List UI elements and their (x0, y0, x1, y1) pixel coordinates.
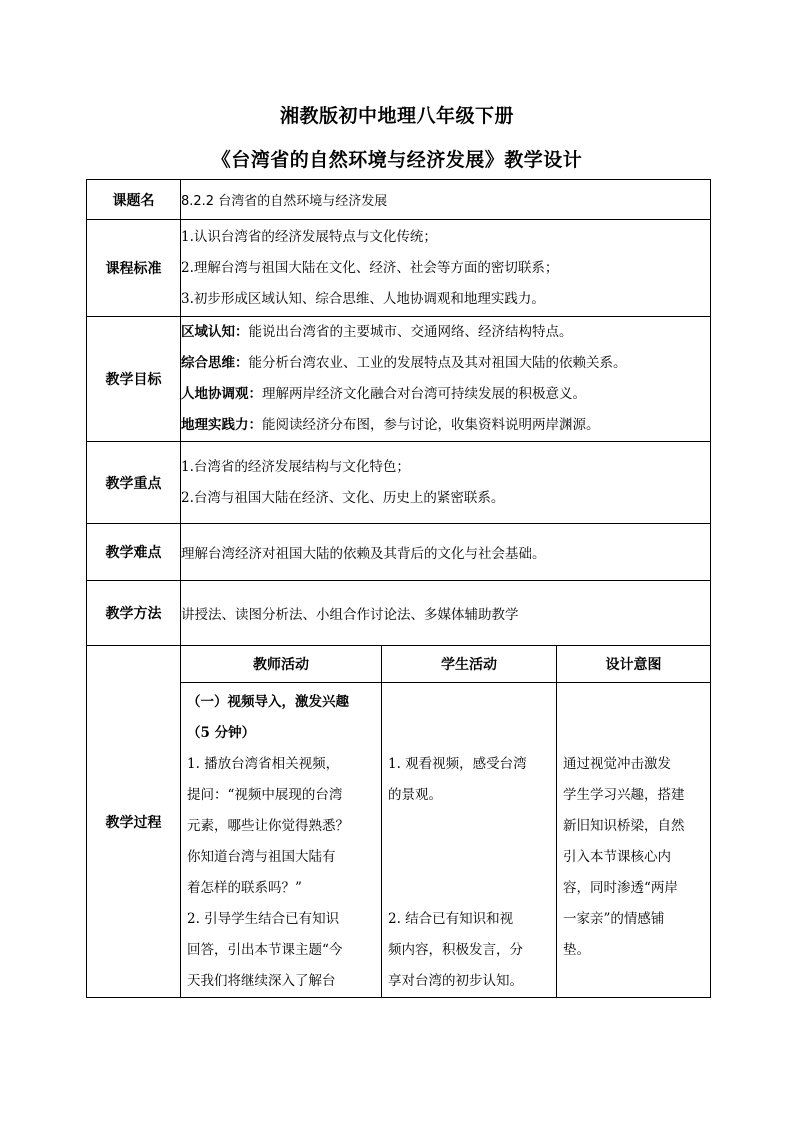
row-topic (87, 180, 711, 220)
standard-line: 2.理解台湾与祖国大陆在文化、经济、社会等方面的密切联系； (181, 259, 559, 276)
header-teacher-activity: 教师活动 (181, 646, 382, 683)
row-process-header (87, 646, 711, 683)
label-topic: 课题名 (87, 180, 181, 220)
teacher-line: 着怎样的联系吗？” (187, 880, 302, 896)
goal-text: 能说出台湾省的主要城市、交通网络、经济结构特点。 (248, 324, 573, 340)
key-point-line: 1.台湾省的经济发展结构与文化特色； (181, 458, 410, 475)
student-line (388, 687, 552, 718)
header-student-activity: 学生活动 (382, 646, 557, 683)
standard-content (181, 220, 711, 317)
process-step-title: （一）视频导入，激发兴趣 (187, 694, 349, 710)
key-points-content (181, 442, 711, 524)
goal-item (181, 410, 710, 441)
goal-key: 人地协调观： (181, 386, 262, 402)
goal-item (181, 317, 710, 348)
intent-line: 通过视觉冲击激发 (563, 756, 671, 772)
teacher-line: 2. 引导学生结合已有知识 (187, 911, 340, 927)
student-line (388, 842, 552, 873)
design-intent-cell (557, 683, 711, 998)
topic-value: 8.2.2 台湾省的自然环境与经济发展 (181, 180, 711, 220)
label-difficulty: 教学难点 (87, 524, 181, 581)
goal-key: 地理实践力： (181, 417, 262, 433)
student-line (388, 718, 552, 749)
difficulty-value: 理解台湾经济对祖国大陆的依赖及其背后的文化与社会基础。 (181, 524, 711, 581)
goal-item (181, 379, 710, 410)
header-design-intent: 设计意图 (557, 646, 711, 683)
teacher-activity-cell (181, 683, 382, 998)
student-line: 2. 结合已有知识和视 (388, 911, 514, 927)
goal-text: 能分析台湾农业、工业的发展特点及其对祖国大陆的依赖关系。 (248, 355, 627, 371)
teacher-line: 元素，哪些让你觉得熟悉？ (187, 818, 349, 834)
intent-line (563, 687, 706, 718)
intent-line (563, 718, 706, 749)
intent-line: 一家亲”的情感铺 (563, 911, 665, 927)
teacher-line: 1. 播放台湾省相关视频， (187, 756, 340, 772)
student-line: 1. 观看视频，感受台湾 (388, 756, 527, 772)
label-process: 教学过程 (87, 646, 181, 998)
goal-text: 理解两岸经济文化融合对台湾可持续发展的积极意义。 (262, 386, 586, 402)
teacher-line: 天我们将继续深入了解台 (187, 973, 336, 989)
intent-line: 学生学习兴趣，搭建 (563, 787, 685, 803)
label-key-points: 教学重点 (87, 442, 181, 524)
goal-key: 区域认知： (181, 324, 249, 340)
goal-text: 能阅读经济分布图，参与讨论，收集资料说明两岸渊源。 (262, 417, 600, 433)
standard-line: 1.认识台湾省的经济发展特点与文化传统； (181, 228, 437, 245)
standard-line: 3.初步形成区域认知、综合思维、人地协调观和地理实践力。 (181, 290, 545, 307)
student-activity-cell (382, 683, 557, 998)
row-goals (87, 317, 711, 442)
document-subtitle: 《台湾省的自然环境与经济发展》教学设计 (211, 149, 583, 171)
student-line: 享对台湾的初步认知。 (388, 973, 523, 989)
goals-content (181, 317, 711, 442)
label-standard: 课程标准 (87, 220, 181, 317)
student-line: 频内容，积极发言，分 (388, 942, 523, 958)
label-goals: 教学目标 (87, 317, 181, 442)
student-line (388, 811, 552, 842)
methods-value: 讲授法、读图分析法、小组合作讨论法、多媒体辅助教学 (181, 581, 711, 646)
goal-item (181, 348, 710, 379)
row-methods (87, 581, 711, 646)
process-step-duration: （5 分钟） (187, 725, 256, 741)
row-key-points (87, 442, 711, 524)
row-process-body (87, 683, 711, 998)
intent-line: 新旧知识桥梁，自然 (563, 818, 685, 834)
teacher-line: 提问：“视频中展现的台湾 (187, 787, 343, 803)
goal-key: 综合思维： (181, 355, 249, 371)
key-point-line: 2.台湾与祖国大陆在经济、文化、历史上的紧密联系。 (181, 489, 505, 506)
intent-line: 容，同时渗透“两岸 (563, 880, 678, 896)
teacher-line: 你知道台湾与祖国大陆有 (187, 849, 336, 865)
row-difficulty (87, 524, 711, 581)
teacher-line: 回答，引出本节课主题“今 (187, 942, 343, 958)
lesson-plan-table (86, 179, 711, 998)
row-standard (87, 220, 711, 317)
student-line (388, 873, 552, 904)
document-title: 湘教版初中地理八年级下册 (279, 105, 514, 127)
label-methods: 教学方法 (87, 581, 181, 646)
intent-line: 垫。 (563, 942, 590, 958)
student-line: 的景观。 (388, 787, 442, 803)
intent-line: 引入本节课核心内 (563, 849, 671, 865)
